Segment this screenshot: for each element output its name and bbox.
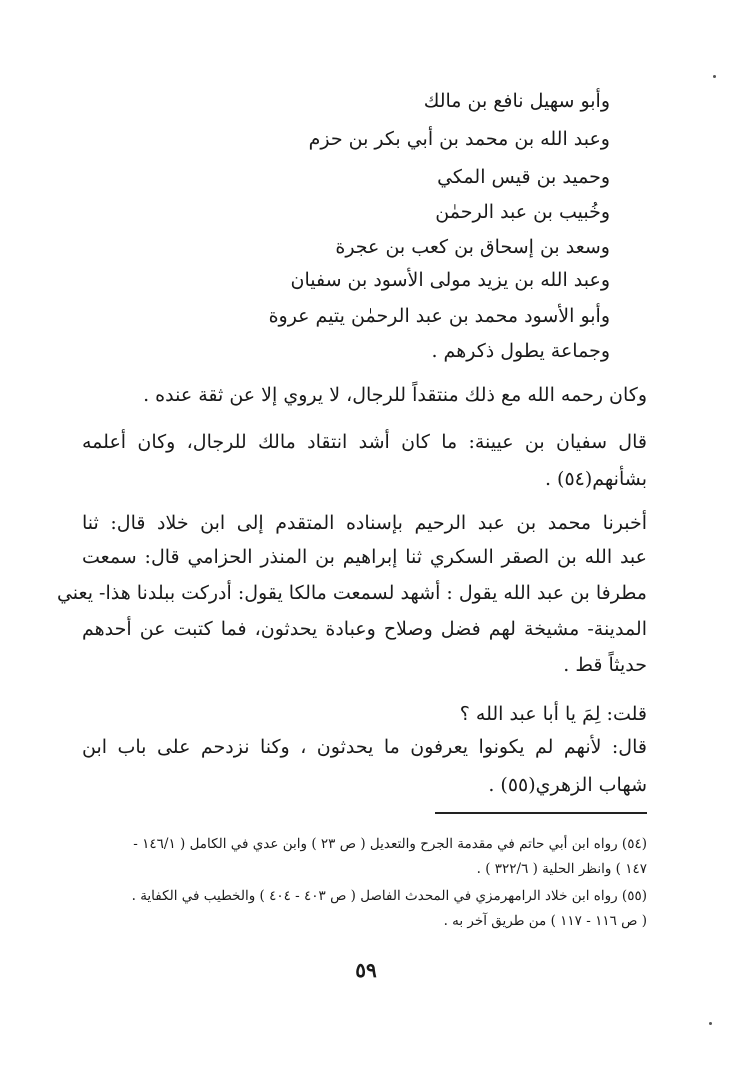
- narrator-line: وأبو سهيل نافع بن مالك: [423, 90, 610, 112]
- paragraph-line: المدينة- مشيخة لهم فضل وصلاح وعبادة يحدثون، فما كتبت عن أحدهم: [82, 618, 647, 640]
- footnote-divider: [435, 812, 647, 814]
- footnote-line: ( ص ١١٦ - ١١٧ ) من طريق آخر به .: [443, 913, 647, 929]
- paragraph-line: بشأنهم(٥٤) .: [544, 468, 647, 490]
- page-number: ٥٩: [355, 958, 377, 982]
- paragraph-line: شهاب الزهري(٥٥) .: [488, 774, 647, 796]
- narrator-line: وأبو الأسود محمد بن عبد الرحمٰن يتيم عروة: [268, 305, 610, 327]
- narrator-line: وجماعة يطول ذكرهم .: [431, 340, 610, 362]
- paragraph-line: قال: لأنهم لم يكونوا يعرفون ما يحدثون ، وكنا نزدحم على باب ابن: [82, 736, 647, 758]
- narrator-line: وخُبيب بن عبد الرحمٰن: [435, 201, 610, 223]
- paragraph-critic-of-narrators: وكان رحمه الله مع ذلك منتقداً للرجال، لا يروي إلا عن ثقة عنده .: [143, 384, 647, 406]
- narrator-line: وعبد الله بن محمد بن أبي بكر بن حزم: [308, 128, 610, 150]
- paragraph-question: قلت: لِمَ يا أبا عبد الله ؟: [459, 703, 647, 725]
- paragraph-line: حديثاً قط .: [563, 654, 647, 676]
- paragraph-line: عبد الله بن الصقر السكري ثنا إبراهيم بن المنذر الحزامي قال: سمعت: [82, 546, 647, 568]
- scan-speck: [709, 1022, 712, 1025]
- footnote-line: (٥٤) رواه ابن أبي حاتم في مقدمة الجرح والتعديل ( ص ٢٣ ) وابن عدي في الكامل ( ١٤٦/١ -: [133, 836, 647, 852]
- narrator-line: وسعد بن إسحاق بن كعب بن عجرة: [335, 236, 610, 258]
- scan-speck: [713, 75, 716, 78]
- paragraph-line: أخبرنا محمد بن عبد الرحيم بإسناده المتقدم إلى ابن خلاد قال: ثنا: [82, 512, 647, 534]
- narrator-line: وحميد بن قيس المكي: [437, 166, 610, 188]
- narrator-line: وعبد الله بن يزيد مولى الأسود بن سفيان: [290, 269, 610, 291]
- footnote-line: (٥٥) رواه ابن خلاد الرامهرمزي في المحدث الفاصل ( ص ٤٠٣ - ٤٠٤ ) والخطيب في الكفاية .: [131, 888, 647, 904]
- paragraph-line: مطرفا بن عبد الله يقول : أشهد لسمعت مالكا يقول: أدركت ببلدنا هذا- يعني: [56, 582, 647, 604]
- paragraph-line: قال سفيان بن عيينة: ما كان أشد انتقاد مالك للرجال، وكان أعلمه: [82, 431, 647, 453]
- footnote-line: ١٤٧ ) وانظر الحلية ( ٣٢٢/٦ ) .: [476, 861, 647, 877]
